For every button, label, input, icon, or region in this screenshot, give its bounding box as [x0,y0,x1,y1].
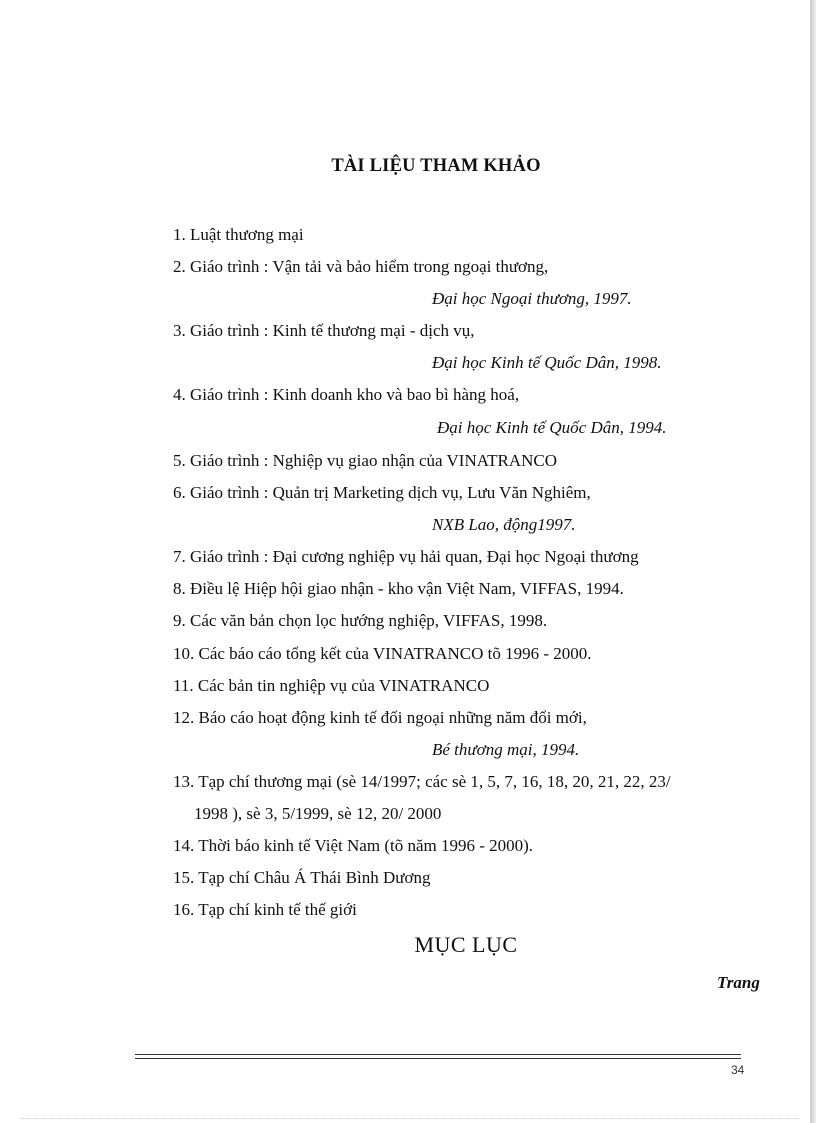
footer-divider [135,1054,741,1059]
references-heading: TÀI LIỆU THAM KHẢO [331,156,541,176]
reference-item: 11. Các bản tin nghiệp vụ của VINATRANCO [173,676,490,695]
reference-item: 3. Giáo trình : Kinh tế thương mại - dịch vụ, [173,321,475,340]
reference-item: 10. Các báo cáo tổng kết của VINATRANCO tõ 1996 - 2000. [173,644,592,663]
reference-item: 12. Báo cáo hoạt động kinh tế đối ngoại những năm đổi mới, [173,708,587,727]
reference-item: 15. Tạp chí Châu Á Thái Bình Dương [173,868,431,887]
reference-item: 7. Giáo trình : Đại cương nghiệp vụ hải quan, Đại học Ngoại thương [173,547,639,566]
reference-publisher: Bé thương mại, 1994. [432,740,580,759]
reference-item: 6. Giáo trình : Quản trị Marketing dịch vụ, Lưu Văn Nghiêm, [173,483,591,502]
reference-publisher: Đại học Kinh tế Quốc Dân, 1994. [437,418,667,437]
reference-publisher: Đại học Ngoại thương, 1997. [432,289,632,308]
reference-item: 16. Tạp chí kinh tế thế giới [173,900,357,919]
reference-item: 5. Giáo trình : Nghiệp vụ giao nhận của VINATRANCO [173,451,558,470]
page-number: 34 [731,1063,745,1077]
reference-item: 8. Điều lệ Hiệp hội giao nhận - kho vận Việt Nam, VIFFAS, 1994. [173,579,624,598]
reference-item-continuation: 1998 ), sè 3, 5/1999, sè 12, 20/ 2000 [194,804,442,823]
reference-item: 4. Giáo trình : Kinh doanh kho và bao bì hàng hoá, [173,385,520,404]
reference-item: 9. Các văn bản chọn lọc hướng nghiệp, VIFFAS, 1998. [173,611,548,630]
reference-publisher: NXB Lao, động1997. [432,515,576,534]
reference-item: 2. Giáo trình : Vận tải và bảo hiểm trong ngoại thương, [173,257,549,276]
page-bottom-border [20,1118,800,1119]
reference-item: 14. Thời báo kinh tế Việt Nam (tõ năm 1996 - 2000). [173,836,534,855]
reference-publisher: Đại học Kinh tế Quốc Dân, 1998. [432,353,662,372]
reference-item: 13. Tạp chí thương mại (sè 14/1997; các sè 1, 5, 7, 16, 18, 20, 21, 22, 23/ [173,772,671,791]
table-of-contents-heading: MỤC LỤC [414,932,518,957]
toc-page-column-label: Trang [717,973,760,992]
reference-item: 1. Luật thương mại [173,225,304,244]
